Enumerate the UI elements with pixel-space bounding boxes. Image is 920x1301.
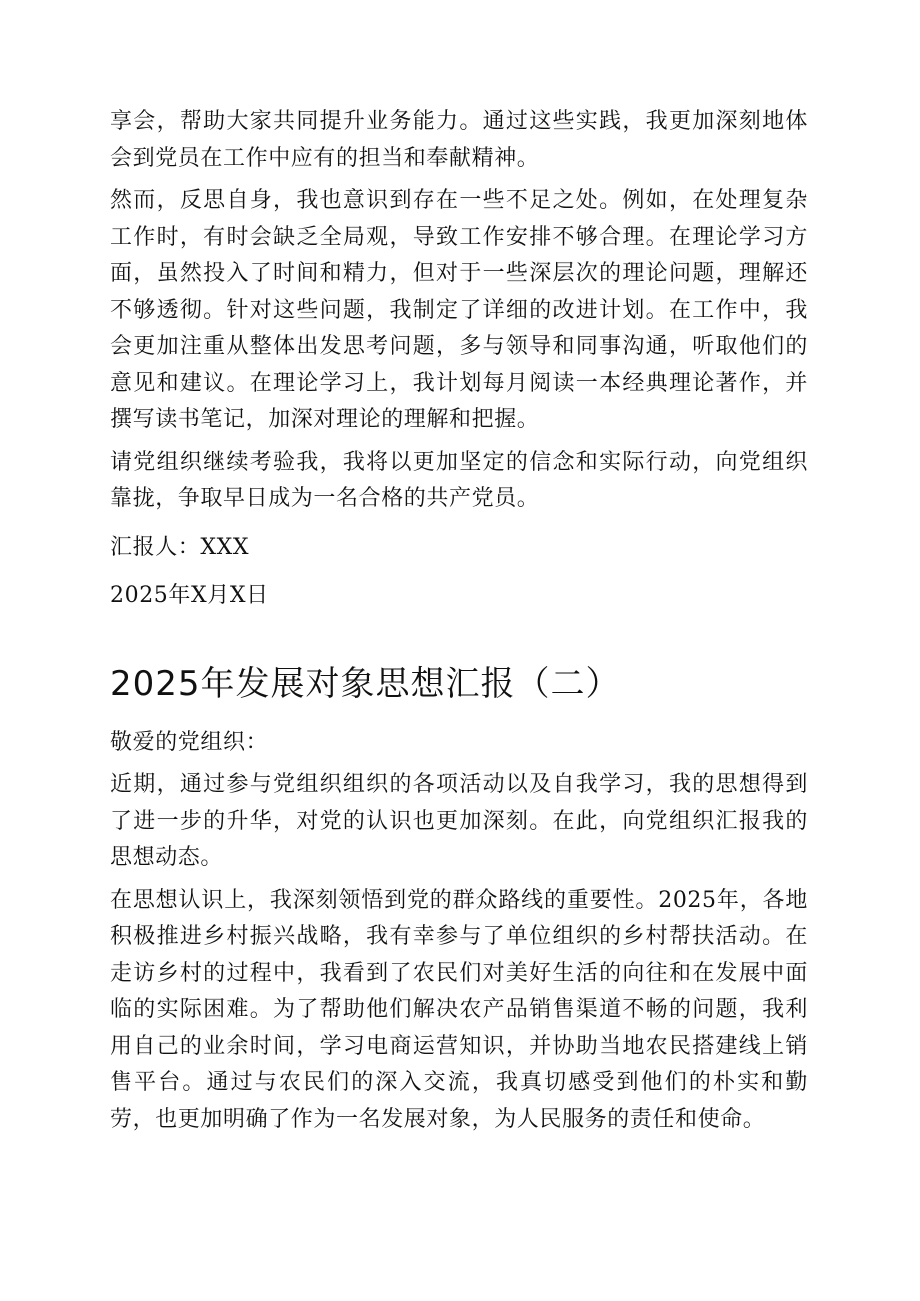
reporter-signature: 汇报人：XXX (110, 534, 250, 560)
section-heading: 2025年发展对象思想汇报（二） (110, 663, 621, 704)
paragraph-closing-request: 请党组织继续考验我，我将以更加坚定的信念和实际行动，向党组织靠拢，争取早日成为一名合格的共产党员。 (110, 449, 808, 511)
paragraph-self-reflection: 然而，反思自身，我也意识到存在一些不足之处。例如，在处理复杂工作时，有时会缺乏全局观，导致工作安排不够合理。在理论学习方面，虽然投入了时间和精力，但对于一些深层次的理论问题，理解还不够透彻。针对这些问题，我制定了详细的改进计划。在工作中，我会更加注重从整体出发思考问题，多与领导和同事沟通，听取他们的意见和建议。在理论学习上，我计划每月阅读一本经典理论著作，并撰写读书笔记，加深对理论的理解和把握。 (110, 188, 808, 432)
salutation: 敬爱的党组织： (110, 729, 269, 755)
paragraph-introduction: 近期，通过参与党组织组织的各项活动以及自我学习，我的思想得到了进一步的升华，对党的认识也更加深刻。在此，向党组织汇报我的思想动态。 (110, 772, 808, 870)
report-date: 2025年X月X日 (110, 583, 269, 608)
paragraph-ideological-understanding: 在思想认识上，我深刻领悟到党的群众路线的重要性。2025年，各地积极推进乡村振兴战略，我有幸参与了单位组织的乡村帮扶活动。在走访乡村的过程中，我看到了农民们对美好生活的向往和在发展中面临的实际困难。为了帮助他们解决农产品销售渠道不畅的问题，我利用自己的业余时间，学习电商运营知识，并协助当地农民搭建线上销售平台。通过与农民们的深入交流，我真切感受到他们的朴实和勤劳，也更加明确了作为一名发展对象，为人民服务的责任和使命。 (110, 887, 808, 1132)
paragraph-practice-conclusion: 享会，帮助大家共同提升业务能力。通过这些实践，我更加深刻地体会到党员在工作中应有的担当和奉献精神。 (110, 109, 808, 171)
document-body (110, 104, 808, 1144)
